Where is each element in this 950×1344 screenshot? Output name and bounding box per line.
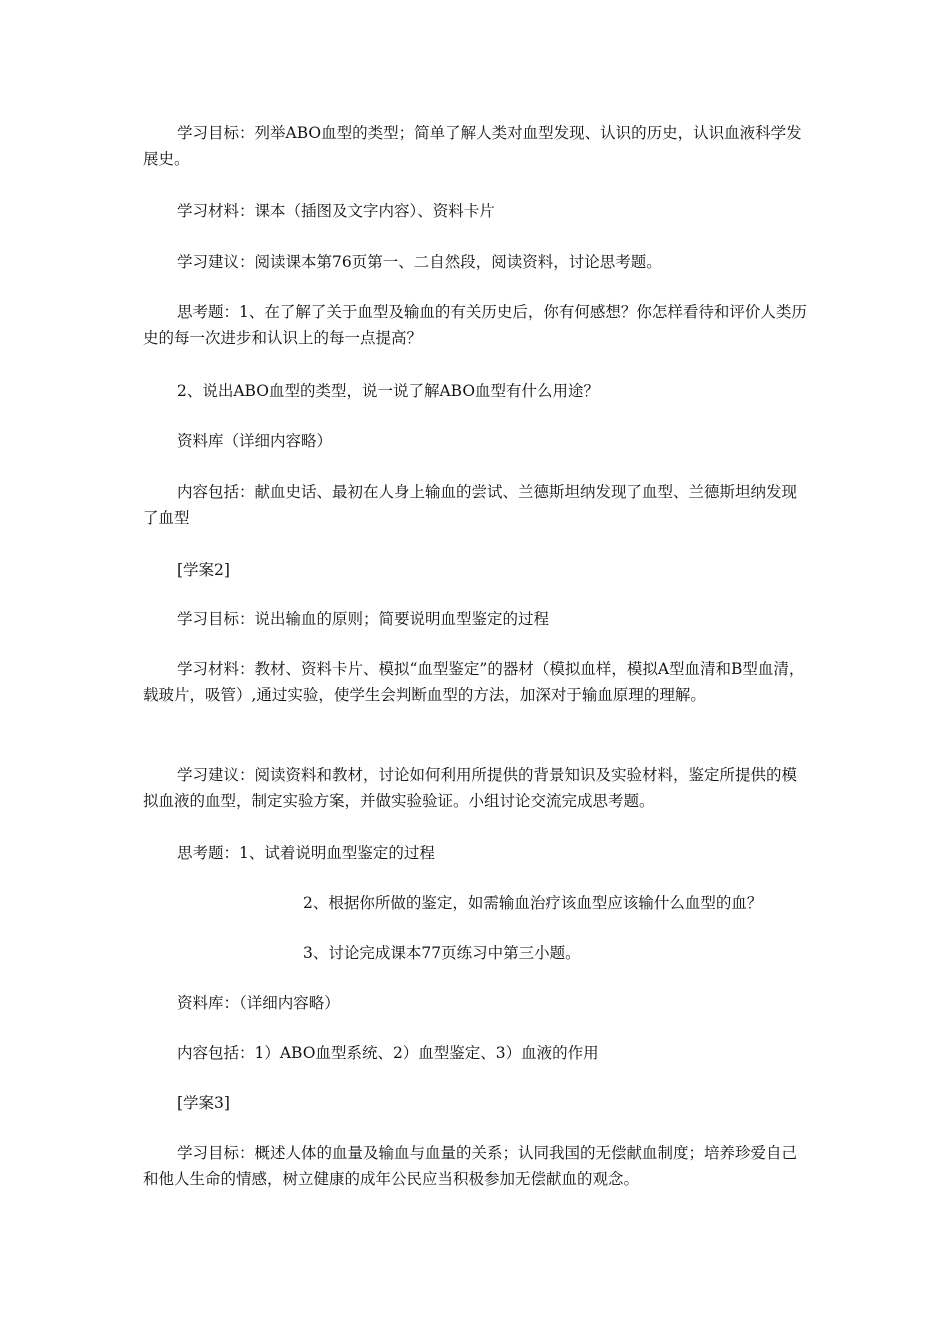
learning-suggestion-2: 学习建议：阅读资料和教材，讨论如何利用所提供的背景知识及实验材料，鉴定所提供的模拟血液的血型，制定实验方案，并做实验验证。小组讨论交流完成思考题。 bbox=[143, 766, 798, 810]
question-2-2: 2、根据你所做的鉴定，如需输血治疗该血型应该输什么血型的血？ bbox=[303, 894, 763, 912]
question-2: 2、说出ABO血型的类型，说一说了解ABO血型有什么用途？ bbox=[177, 382, 600, 400]
learning-goal-1: 学习目标：列举ABO血型的类型；简单了解人类对血型发现、认识的历史，认识血液科学发展史。 bbox=[143, 124, 802, 168]
question-2-3: 3、讨论完成课本77页练习中第三小题。 bbox=[303, 944, 581, 962]
study-plan-2-heading: [学案2] bbox=[177, 561, 230, 579]
learning-material-2: 学习材料：教材、资料卡片、模拟“血型鉴定”的器材（模拟血样，模拟A型血清和B型血清，载玻片，吸管）,通过实验，使学生会判断血型的方法，加深对于输血原理的理解。 bbox=[143, 660, 805, 704]
study-plan-3-heading: [学案3] bbox=[177, 1094, 230, 1112]
resource-library-2: 资料库：（详细内容略） bbox=[177, 994, 340, 1012]
content-includes-2: 内容包括：1）ABO血型系统、2）血型鉴定、3）血液的作用 bbox=[177, 1044, 599, 1062]
learning-goal-2: 学习目标：说出输血的原则；简要说明血型鉴定的过程 bbox=[177, 610, 550, 628]
learning-goal-3: 学习目标：概述人体的血量及输血与血量的关系；认同我国的无偿献血制度；培养珍爱自己和他人生命的情感，树立健康的成年公民应当积极参加无偿献血的观念。 bbox=[143, 1144, 798, 1188]
resource-library-1: 资料库（详细内容略） bbox=[177, 432, 333, 450]
question-1: 思考题：1、在了解了关于血型及输血的有关历史后，你有何感想？你怎样看待和评价人类历史的每一次进步和认识上的每一点提高？ bbox=[143, 303, 807, 347]
learning-material-1: 学习材料：课本（插图及文字内容）、资料卡片 bbox=[177, 202, 495, 220]
content-includes-1: 内容包括：献血史话、最初在人身上输血的尝试、兰德斯坦纳发现了血型、兰德斯坦纳发现了血型 bbox=[143, 483, 798, 527]
learning-suggestion-1: 学习建议：阅读课本第76页第一、二自然段，阅读资料，讨论思考题。 bbox=[177, 253, 662, 271]
question-2-1: 思考题：1、试着说明血型鉴定的过程 bbox=[177, 844, 435, 862]
